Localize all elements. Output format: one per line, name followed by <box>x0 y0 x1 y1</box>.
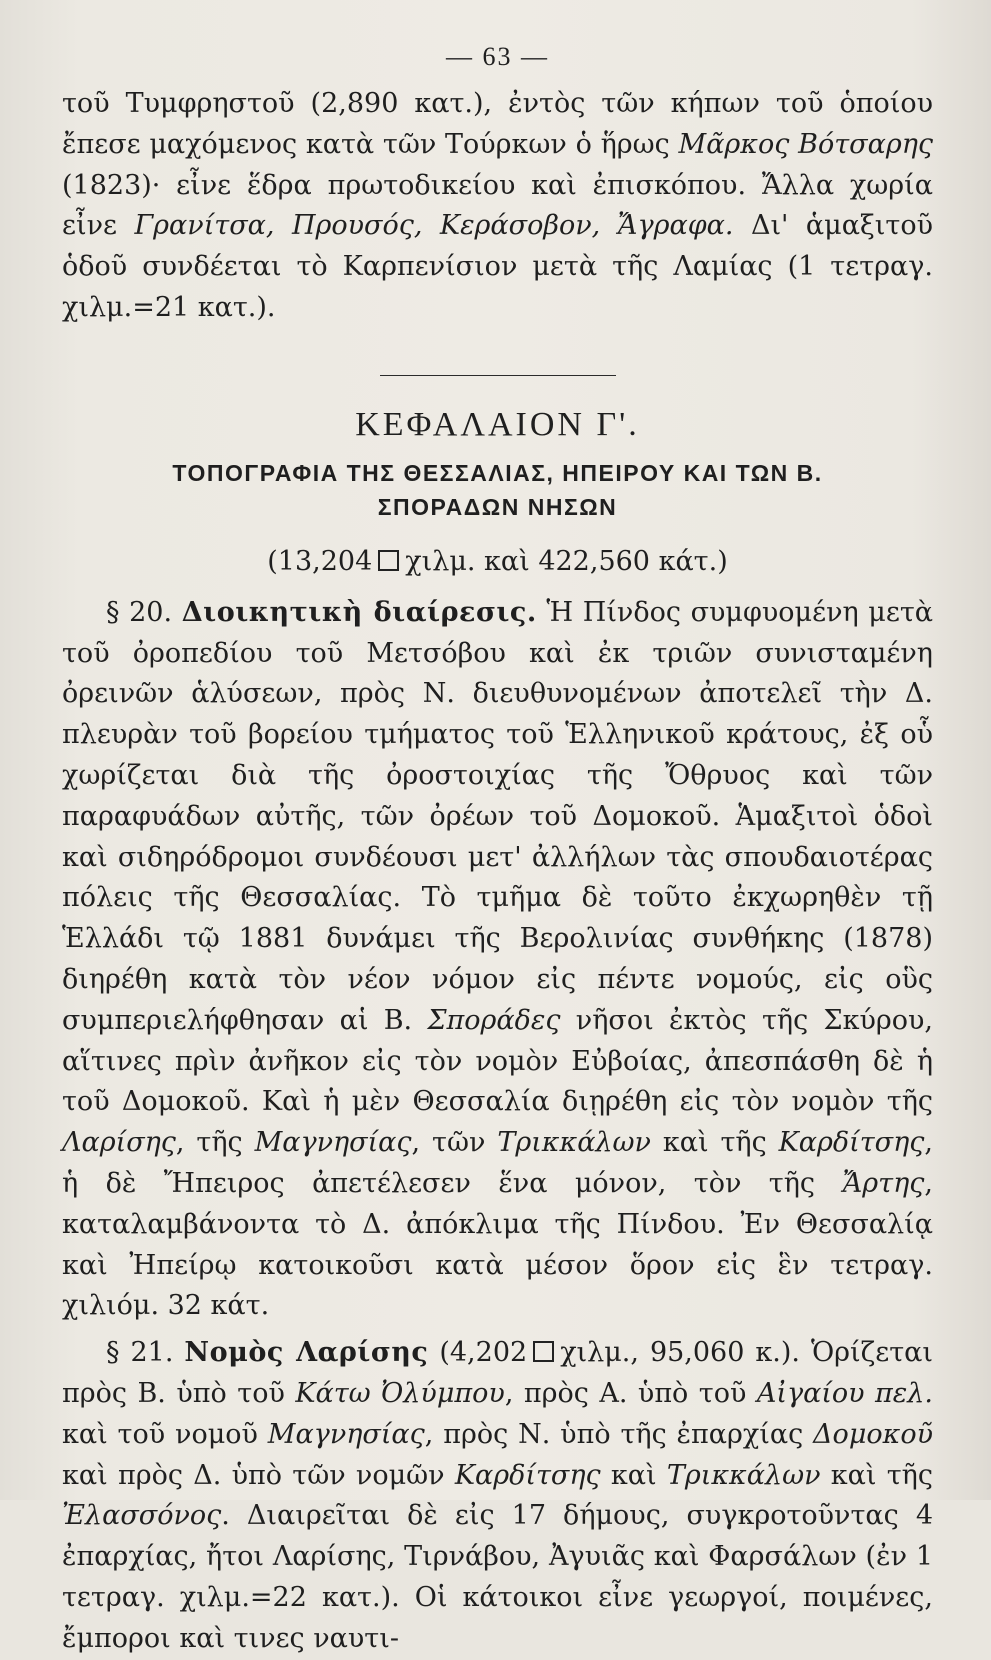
text-run: (4,202 <box>428 1337 528 1369</box>
italic-name: Τρικκάλων <box>666 1459 821 1491</box>
chapter-subtitle-line2: ΣΠΟΡΑΔΩΝ ΝΗΣΩΝ <box>377 493 618 520</box>
text-run: , καταλαμβάνοντα τὸ Δ. ἀπόκλιμα τῆς Πίνδου. Ἐν Θεσσαλίᾳ καὶ Ἠπείρῳ κατοικοῦσι κατὰ μέσον ὅρον εἰς ἓν τετραγ. χιλιόμ. 32 κάτ. <box>62 1167 933 1322</box>
text-run: χιλμ., 95,060 κ.). Ὁρίζεται πρὸς Β. ὑπὸ τοῦ <box>62 1337 934 1409</box>
italic-name: Μαγνησίας <box>267 1418 425 1450</box>
text-run: τοῦ Τυμφρηστοῦ (2,890 κατ.), ἐντὸς τῶν κήπων τοῦ ὁποίου ἔπεσε μαχόμενος κατὰ τῶν Τούρκων ὁ ἥρως <box>62 88 933 160</box>
italic-name: Ἐλασσόνος <box>62 1500 222 1532</box>
italic-name: Σποράδες <box>427 1004 561 1036</box>
text-run: Ἡ Πίνδος συμφυομένη μετὰ τοῦ ὀροπεδίου τοῦ Μετσόβου καὶ ἐκ τριῶν συνισταμένη ὀρεινῶν ἁλύσεων, πρὸς Ν. διευθυνομένων ἀποτελεῖ τὴν Δ. πλευρὰν τοῦ βορείου τμήματος τοῦ Ἑλληνικοῦ κράτους, ἐξ οὗ χωρίζεται διὰ τῆς ὀροστοιχίας τῆς Ὄθρυος καὶ τῶν παραφυάδων αὐτῆς, τῶν ὀρέων τοῦ Δομοκοῦ. Ἁμαξιτοὶ ὁδοὶ καὶ σιδηρόδρομοι συνδέουσι μετ' ἀλλήλων τὰς σπουδαιοτέρας πόλεις τῆς Θεσσαλίας. Τὸ τμῆμα δὲ τοῦτο ἐκχωρηθὲν τῇ Ἑλλάδι τῷ 1881 δυνάμει τῆς Βερολινίας συνθήκης (1878) διηρέθη κατὰ τὸν νέον νόμον εἰς πέντε νομούς, εἰς οὓς συμπεριελήφθησαν αἱ Β. <box>62 596 933 1036</box>
text-run: νῆσοι ἐκτὸς τῆς Σκύρου, αἵτινες πρὶν ἀνῆκον εἰς τὸν νομὸν Εὐβοίας, ἀπεσπάσθη δὲ ἡ τοῦ Δομοκοῦ. Καὶ ἡ μὲν Θεσσαλία διῃρέθη εἰς τὸν νομὸν τῆς <box>62 1004 934 1118</box>
section-number: § 21. <box>106 1337 174 1369</box>
italic-name: Λαρίσης <box>62 1127 176 1159</box>
paragraph-section-20 <box>62 593 933 1327</box>
text-run: καὶ <box>600 1459 667 1491</box>
text-run: καὶ τῆς <box>650 1127 779 1159</box>
area-text: χιλμ. καὶ 422,560 κάτ.) <box>405 545 728 577</box>
italic-name: Κάτω Ὀλύμπου <box>295 1377 505 1409</box>
text-run: , τῆς <box>175 1127 255 1159</box>
square-symbol-icon <box>533 1341 554 1362</box>
italic-name: Αἰγαίου πελ. <box>756 1377 933 1409</box>
text-run: καὶ τῆς <box>820 1459 933 1491</box>
chapter-title: ΚΕΦΑΛΑΙΟΝ Γ'. <box>355 405 640 443</box>
text-run: , τῶν <box>411 1127 498 1159</box>
italic-name: Δομοκοῦ <box>813 1418 933 1450</box>
square-symbol-icon <box>378 550 399 571</box>
text-run: Δι' ἁμαξιτοῦ ὁδοῦ συνδέεται τὸ Καρπενίσιον μετὰ τῆς Λαμίας (1 τετραγ. χιλμ.=21 κατ.). <box>62 210 933 323</box>
text-run: (1823)· εἶνε ἕδρα πρωτοδικείου καὶ ἐπισκόπου. Ἄλλα χωρία εἶνε <box>62 169 933 242</box>
area-text: (13,204 <box>267 545 373 577</box>
italic-name: Ἄρτης <box>842 1167 925 1199</box>
italic-name: Καρδίτσης <box>454 1459 601 1491</box>
italic-names: Γρανίτσα, Προυσός, Κεράσοβον, Ἄγραφα. <box>134 210 734 242</box>
italic-name: Καρδίτσης <box>778 1127 925 1159</box>
italic-name: Μᾶρκος Βότσαρης <box>678 128 933 160</box>
text-run: , πρὸς Ν. ὑπὸ τῆς ἐπαρχίας <box>424 1418 814 1450</box>
paragraph-section-21 <box>62 1333 933 1659</box>
section-number: § 20. <box>106 596 173 628</box>
page-number: — 63 — <box>446 42 549 71</box>
text-run: , ἡ δὲ Ἤπειρος ἀπετέλεσεν ἕνα μόνον, τὸν τῆς <box>62 1127 934 1199</box>
italic-name: Μαγνησίας <box>254 1127 412 1159</box>
chapter-subtitle-line1: ΤΟΠΟΓΡΑΦΙΑ ΤΗΣ ΘΕΣΣΑΛΙΑΣ, ΗΠΕΙΡΟΥ ΚΑΙ ΤΩΝ Β. <box>172 459 823 486</box>
section-heading: Διοικητικὴ διαίρεσις. <box>181 596 537 628</box>
section-divider <box>380 375 616 376</box>
paragraph-intro <box>62 84 933 329</box>
text-run: , πρὸς Α. ὑπὸ τοῦ <box>504 1377 757 1409</box>
text-run: . Διαιρεῖται δὲ εἰς 17 δήμους, συγκροτοῦντας 4 ἐπαρχίας, ἤτοι Λαρίσης, Τιρνάβου, Ἀγυιᾶς καὶ Φαρσάλων (ἐν 1 τετραγ. χιλμ.=22 κατ.). Οἱ κάτοικοι εἶνε γεωργοί, ποιμένες, ἔμποροι καὶ τινες ναυτι- <box>62 1500 933 1654</box>
chapter-area <box>62 546 933 577</box>
text-run: καὶ πρὸς Δ. ὑπὸ τῶν νομῶν <box>62 1459 455 1491</box>
section-heading: Νομὸς Λαρίσης <box>184 1337 429 1369</box>
italic-name: Τρικκάλων <box>497 1127 651 1159</box>
text-run: καὶ τοῦ νομοῦ <box>62 1418 268 1450</box>
